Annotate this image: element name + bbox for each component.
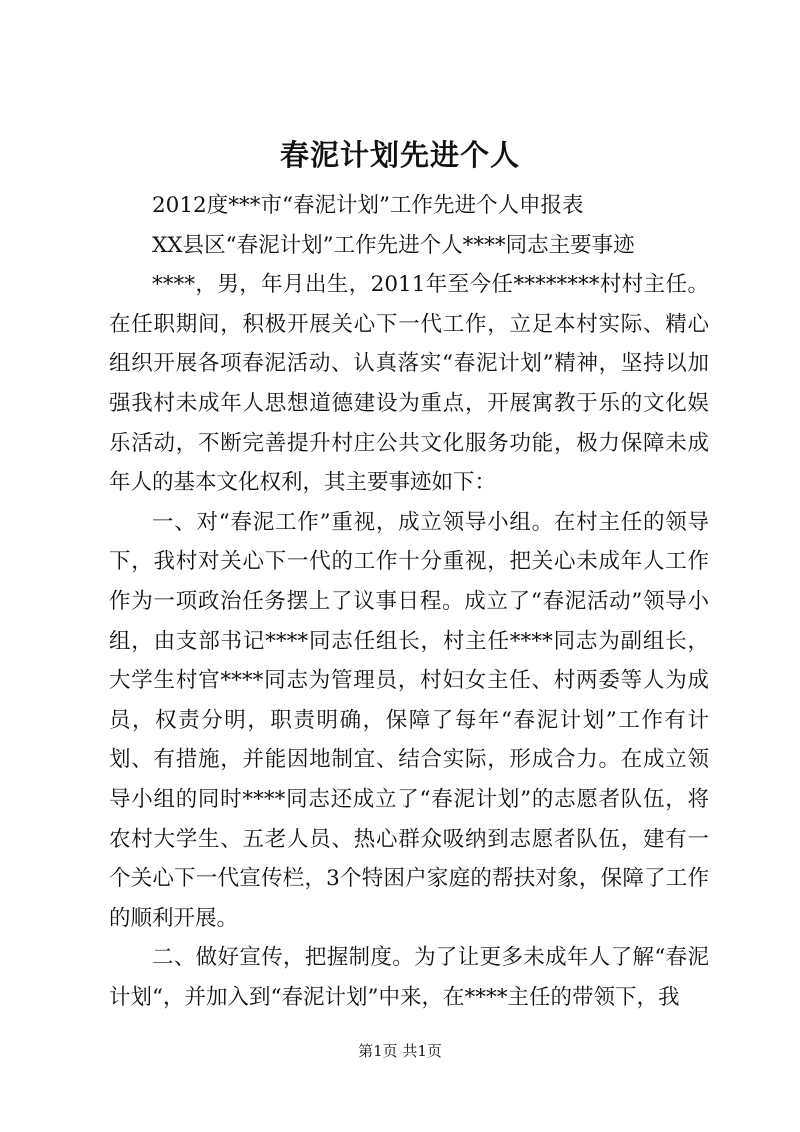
paragraph-subtitle: XX县区“春泥计划”工作先进个人****同志主要事迹 [152,232,635,258]
paragraph-form-title: 2012度***市“春泥计划”工作先进个人申报表 [152,193,584,218]
paragraph-section-two: 二、做好宣传，把握制度。为了让更多未成年人了解“春泥计划“，并加入到“春泥计划”中来，在****主任的带领下，我 [109,945,709,1010]
paragraph-section-one: 一、对“春泥工作”重视，成立领导小组。在村主任的领导下，我村对关心下一代的工作十分重视，把关心未成年人工作作为一项政治任务摆上了议事日程。成立了“春泥活动”领导小组，由支部书记****同志任组长，村主任****同志为副组长，大学生村官****同志为管理员，村妇女主任、村两委等人为成员，权责分明，职责明确，保障了每年“春泥计划”工作有计划、有措施，并能因地制宜、结合实际，形成合力。在成立领导小组的同时****同志还成立了“春泥计划”的志愿者队伍，将农村大学生、五老人员、热心群众吸纳到志愿者队伍，建有一个关心下一代宣传栏，3个特困户家庭的帮扶对象，保障了工作的顺利开展。 [109,509,709,931]
document-body [109,186,709,1017]
document-title: 春泥计划先进个人 [279,138,520,172]
page-footer: 第1页 共1页 [358,1042,442,1060]
paragraph-intro: ****，男，年月出生，2011年至今任********村村主任。在任职期间，积极开展关心下一代工作，立足本村实际、精心组织开展各项春泥活动、认真落实“春泥计划”精神，坚持以加强我村未成年人思想道德建设为重点，开展寓教于乐的文化娱乐活动，不断完善提升村庄公共文化服务功能，极力保障未成年人的基本文化权利，其主要事迹如下： [109,272,709,496]
